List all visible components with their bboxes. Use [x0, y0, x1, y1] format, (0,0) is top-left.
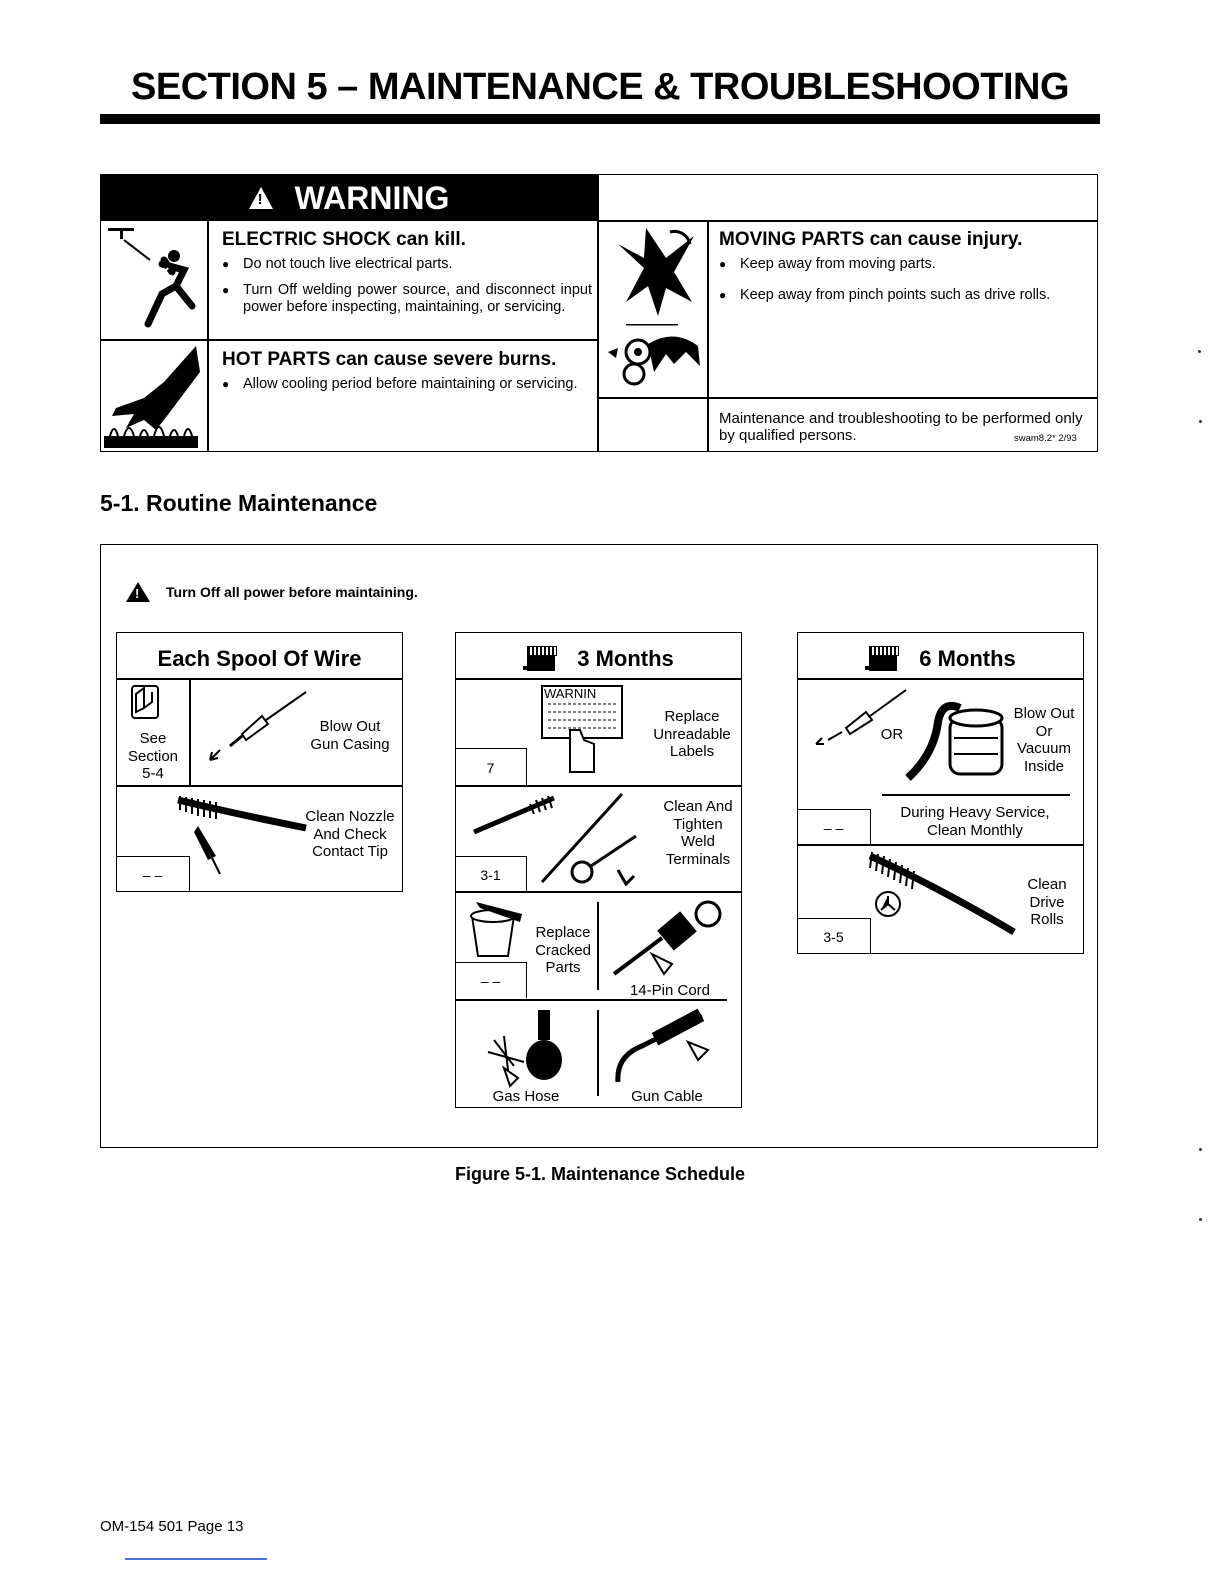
replace-cracked-parts: Replace Cracked Parts — [535, 924, 591, 976]
electric-shock-icon — [104, 224, 204, 336]
six-divider-2 — [797, 844, 1084, 846]
six-divider-1 — [797, 678, 1084, 680]
caution-triangle-icon — [126, 582, 150, 602]
moving-bullet-1: ● Keep away from moving parts. — [719, 256, 1089, 273]
hot-parts-title: HOT PARTS can cause severe burns. — [222, 349, 557, 370]
page-footer: OM-154 501 Page 13 — [100, 1518, 244, 1535]
replace-labels: Replace Unreadable Labels — [653, 708, 731, 760]
vacuum-icon — [904, 694, 1014, 789]
electric-bullet-2: ● Turn Off welding power source, and disconnect input power before inspecting, maintaining, or servicing. — [222, 282, 592, 316]
warn-divider-left-icons — [207, 221, 209, 452]
panel-6-months-header — [797, 642, 1084, 676]
warn-divider-left-mid — [101, 339, 597, 341]
panel-3-months-title: 3 Months — [577, 646, 674, 671]
warning-header — [101, 175, 597, 221]
three-ref-terminals: 3-1 — [455, 856, 527, 892]
warn-divider-right-bottom — [597, 397, 1097, 399]
three-divider-1 — [455, 678, 742, 680]
gas-hose-bottle-icon — [484, 1006, 574, 1093]
wire-brush-icon — [176, 794, 308, 881]
three-ref-parts: – – — [455, 962, 527, 998]
figure-caption: Figure 5-1. Maintenance Schedule — [454, 1164, 746, 1184]
electric-shock-title: ELECTRIC SHOCK can kill. — [222, 229, 466, 250]
warn-divider-right-icons — [707, 221, 709, 452]
electric-bullet-1: ● Do not touch live electrical parts. — [222, 256, 592, 273]
moving-parts-title: MOVING PARTS can cause injury. — [719, 229, 1023, 250]
warn-divider-center — [597, 175, 599, 452]
scan-speck — [1199, 1148, 1202, 1151]
title-rule — [100, 114, 1100, 124]
caution-note — [126, 582, 418, 602]
moving-bullet-2: ● Keep away from pinch points such as drive rolls. — [719, 287, 1089, 304]
qualified-note-text: Maintenance and troubleshooting to be performed only by qualified persons. — [719, 410, 1083, 444]
air-gun-icon — [206, 690, 310, 771]
spool-divider-2 — [116, 785, 403, 787]
or-label: OR — [880, 726, 904, 743]
section-title: SECTION 5 – MAINTENANCE & TROUBLESHOOTING — [131, 66, 1069, 108]
hot-bullet-1: ● Allow cooling period before maintaining or servicing. — [222, 376, 592, 393]
three-divider-2 — [455, 785, 742, 787]
pin-cord-connector-icon — [612, 898, 722, 983]
manual-book-icon — [130, 684, 160, 725]
scan-speck — [1199, 420, 1202, 423]
gun-cable-label: Gun Cable — [631, 1088, 703, 1105]
warning-triangle-icon — [249, 187, 273, 209]
clean-drive-rolls-label: Clean Drive Rolls — [1027, 876, 1067, 928]
warning-label-text: WARNIN — [544, 686, 597, 701]
six-divider-short — [882, 794, 1070, 796]
scan-speck — [1198, 350, 1201, 353]
hot-parts-icon — [104, 342, 204, 450]
clean-nozzle-label: Clean Nozzle And Check Contact Tip — [305, 808, 395, 860]
gun-cable-icon — [612, 1006, 722, 1091]
panel-each-spool-title: Each Spool Of Wire — [157, 646, 362, 671]
heavy-service-label: During Heavy Service, Clean Monthly — [900, 804, 1050, 839]
caution-text: Turn Off all power before maintaining. — [166, 584, 418, 600]
pin-cord-label: 14-Pin Cord — [629, 982, 711, 999]
moving-parts-section — [719, 229, 1089, 313]
drive-roll-brush-icon — [866, 850, 1018, 947]
warning-header-text: WARNING — [294, 179, 450, 216]
moving-parts-icon — [604, 224, 702, 394]
three-ref-labels: 7 — [455, 748, 527, 786]
gas-hose-label: Gas Hose — [492, 1088, 560, 1105]
three-divider-3 — [455, 891, 742, 893]
spool-divider-v — [189, 678, 191, 786]
three-divider-v2 — [597, 1010, 599, 1096]
trash-can-icon — [466, 896, 526, 965]
electric-shock-section — [222, 229, 592, 325]
six-ref-heavy: – – — [797, 809, 871, 845]
scan-speck — [1199, 1218, 1202, 1221]
footer-link-underline[interactable] — [125, 1558, 267, 1560]
clean-tighten-terminals: Clean And Tighten Weld Terminals — [663, 798, 733, 868]
six-ref-rolls: 3-5 — [797, 918, 871, 954]
warn-divider-right-top — [597, 220, 1097, 222]
panel-3-months-header — [455, 642, 742, 676]
calendar-icon — [865, 646, 899, 672]
blow-out-gun-casing: Blow Out Gun Casing — [310, 718, 390, 753]
three-divider-4 — [455, 999, 727, 1001]
spool-divider-1 — [116, 678, 403, 680]
blow-vacuum-label: Blow Out Or Vacuum Inside — [1013, 705, 1075, 775]
routine-maintenance-heading: 5-1. Routine Maintenance — [100, 490, 378, 516]
hot-parts-section — [222, 349, 592, 402]
document-code: swam8.2* 2/93 — [1014, 433, 1077, 444]
panel-6-months-title: 6 Months — [919, 646, 1016, 671]
calendar-icon — [523, 646, 557, 672]
see-section-label: See Section 5-4 — [127, 730, 179, 782]
spool-ref-box: – – — [116, 856, 190, 892]
